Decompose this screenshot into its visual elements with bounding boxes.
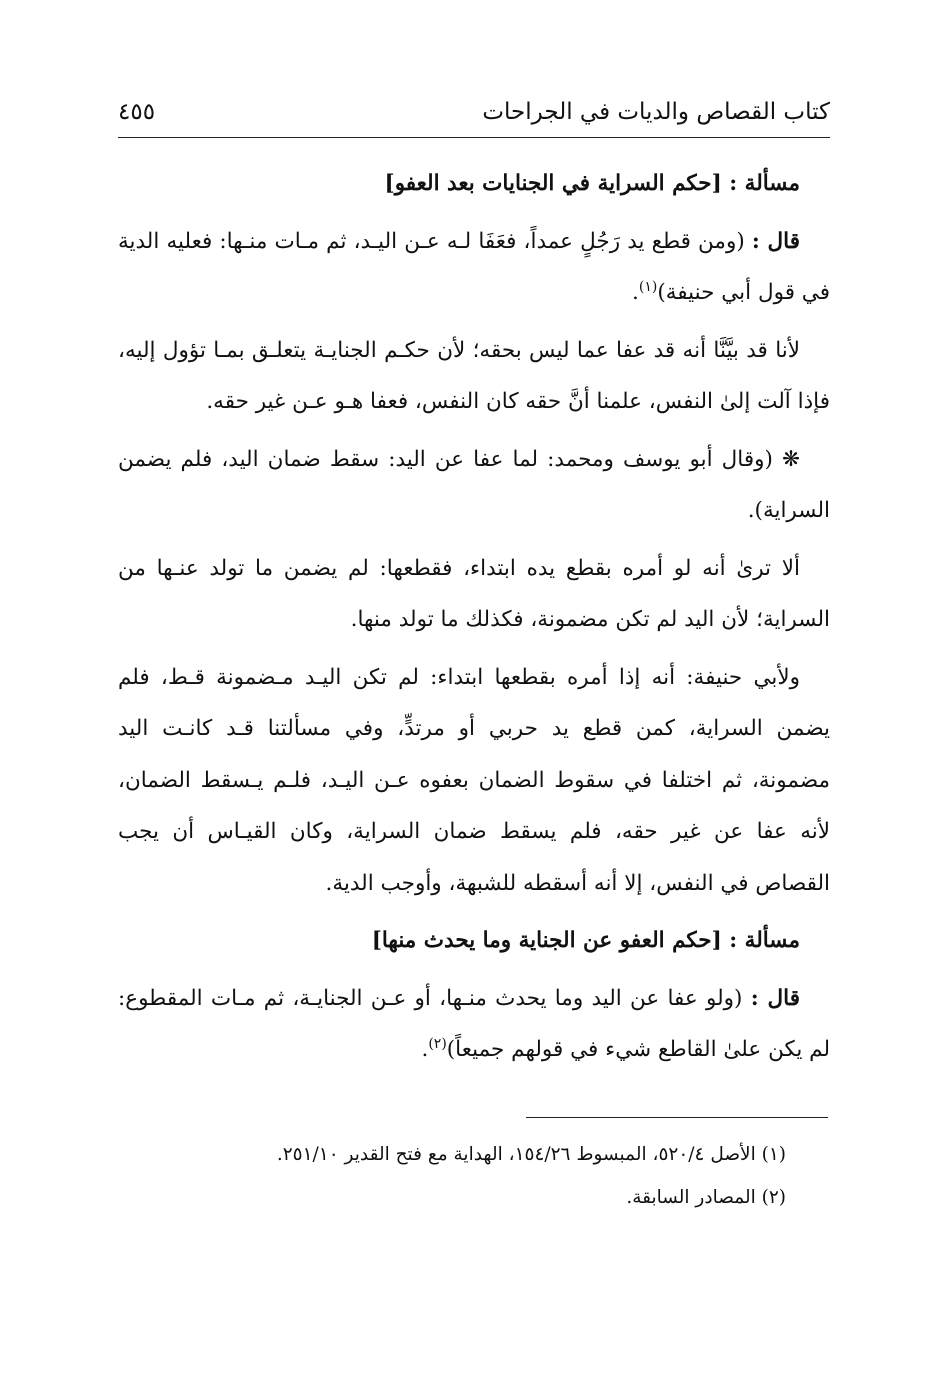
- quote-text: (ومن قطع يد رَجُلٍ عمداً، فعَفَا لـه عـن اليـد، ثم مـات منـها: فعليه الدية في قول أبي حنيفة): [118, 228, 830, 305]
- quote-paragraph: [118, 973, 830, 1076]
- quote-end: .: [421, 1037, 429, 1062]
- quote-text: (ولو عفا عن اليد وما يحدث منـها، أو عـن الجنايـة، ثم مـات المقطوع: لم يكن علىٰ القاطع شيء في قولهم جميعاً): [118, 985, 830, 1062]
- heading-label: مسألة :: [729, 928, 800, 953]
- body-paragraph: ولأبي حنيفة: أنه إذا أمره بقطعها ابتداء: لم تكن اليـد مـضمونة قـط، فلم يضمن السراية، كمن قطع يد حربي أو مرتدٍّ، وفي مسألتنا قـد كانـت اليد مضمونة، ثم اختلفا في سقوط الضمان بعفوه عـن اليـد، فلـم يـسقط الضمان، لأنه عفا عن غير حقه، فلم يسقط ضمان السراية، وكان القيـاس أن يجب القصاص في النفس، إلا أنه أسقطه للشبهة، وأوجب الدية.: [118, 664, 830, 896]
- quote-lead: قال :: [751, 228, 800, 254]
- page-number: ٤٥٥: [118, 99, 156, 125]
- section-heading: [118, 158, 830, 210]
- quote-end: .: [632, 280, 639, 305]
- footnote-divider: [526, 1117, 828, 1118]
- footnotes: [118, 1133, 830, 1219]
- quote-lead: قال :: [750, 985, 801, 1011]
- footnote: (٢) المصادر السابقة.: [626, 1187, 786, 1208]
- body-paragraph: ألا ترىٰ أنه لو أمره بقطع يده ابتداء، فقطعها: لم يضمن ما تولد عنـها من السراية؛ لأن اليد لم تكن مضمونة، فكذلك ما تولد منها.: [118, 555, 830, 632]
- header-divider: [118, 137, 830, 138]
- heading-title: [حكم السراية في الجنايات بعد العفو]: [384, 171, 722, 196]
- section-heading: [118, 915, 830, 967]
- footnote: (١) الأصل ٥٢٠/٤، المبسوط ١٥٤/٢٦، الهداية مع فتح القدير ٢٥١/١٠.: [276, 1144, 786, 1165]
- footnote-ref: (٢): [428, 1035, 447, 1052]
- heading-label: مسألة :: [729, 171, 800, 196]
- quote-paragraph: [118, 216, 830, 319]
- footnote-ref: (١): [638, 278, 658, 295]
- running-title: كتاب القصاص والديات في الجراحات: [482, 99, 830, 125]
- main-text: [118, 158, 830, 1082]
- page-header: [118, 92, 830, 136]
- body-paragraph: لأنا قد بيَّنَّا أنه قد عفا عما ليس بحقه؛ لأن حكـم الجنايـة يتعلـق بمـا تؤول إليه، فإذا آلت إلىٰ النفس، علمنا أنَّ حقه كان النفس، فعفا هـو عـن غير حقه.: [118, 337, 830, 414]
- body-paragraph: ❋ (وقال أبو يوسف ومحمد: لما عفا عن اليد: سقط ضمان اليد، فلم يضمن السراية).: [118, 446, 830, 523]
- heading-title: [حكم العفو عن الجناية وما يحدث منها]: [371, 928, 722, 953]
